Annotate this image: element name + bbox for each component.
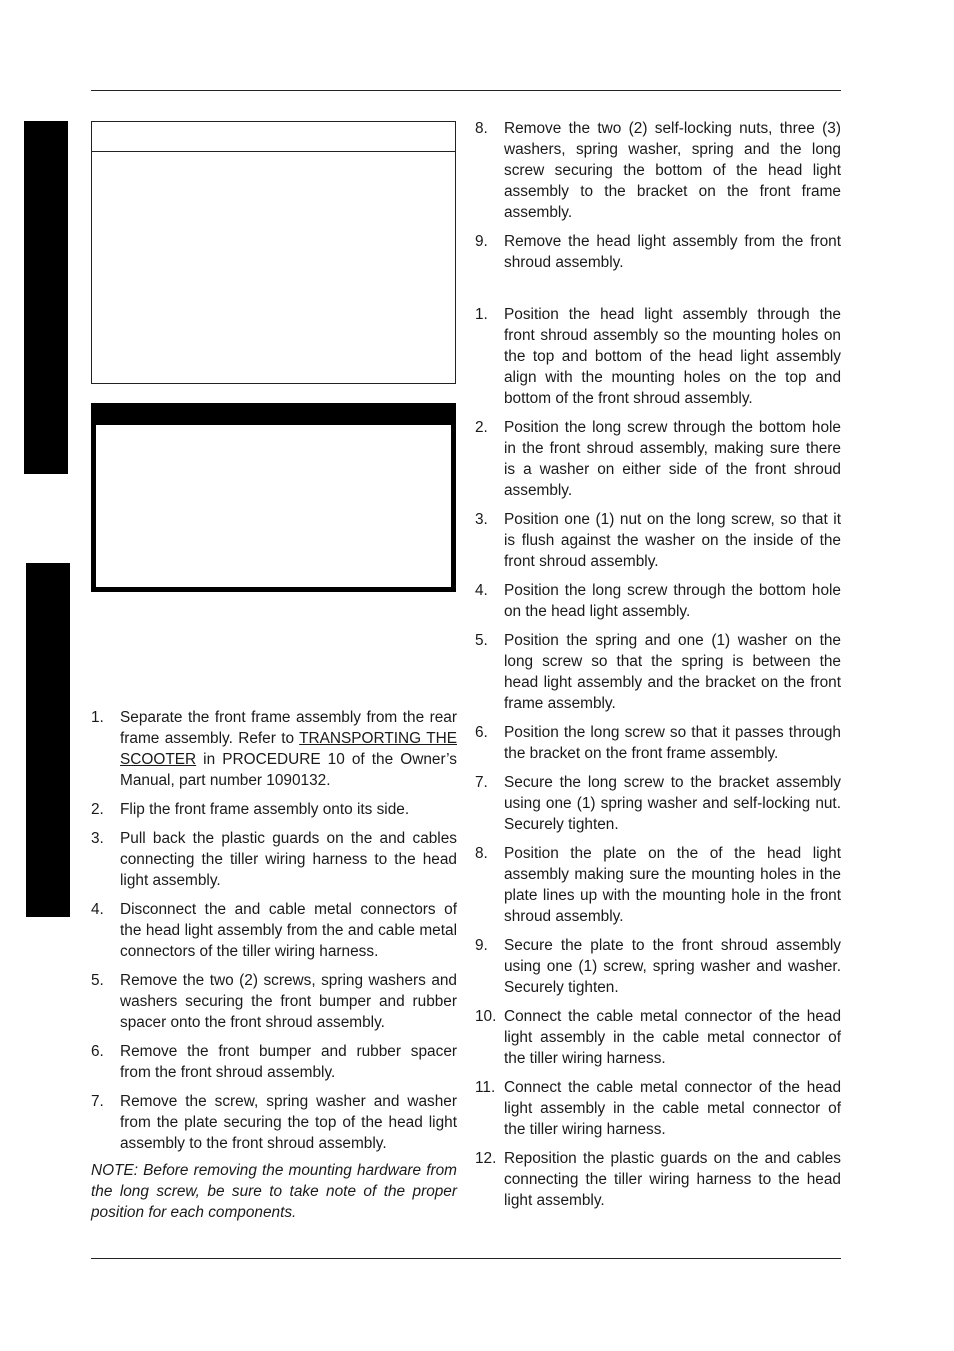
step-number: 1.: [91, 709, 104, 726]
step-text: Flip the front frame assembly onto its side.: [120, 801, 410, 818]
warning-box-body: [96, 425, 451, 587]
step-number: 6.: [91, 1043, 104, 1060]
step-text: Position the long screw through the bottom hole on the head light assembly.: [504, 582, 841, 620]
step-number: 10.: [475, 1008, 497, 1025]
step-text: Position the plate on the of the head light assembly making sure the mounting holes in the plate lines up with the mounting hole in the front shroud assembly.: [504, 845, 841, 925]
step-text: Position the long screw so that it passes through the bracket on the front frame assembly.: [504, 724, 841, 762]
step-number: 9.: [475, 937, 488, 954]
installation-step: [475, 722, 841, 764]
step-text: Remove the front bumper and rubber spacer from the front shroud assembly.: [120, 1043, 457, 1081]
step-number: 2.: [91, 801, 104, 818]
installation-step: [475, 630, 841, 714]
removal-step: [91, 707, 457, 791]
removal-step: [91, 899, 457, 962]
step-text: Disconnect the and cable metal connectors of the head light assembly from the and cable metal connectors of the tiller wiring harness.: [120, 901, 457, 960]
info-box-header: [92, 122, 455, 152]
step-text: in PROCEDURE 10 of the Owner’s Manual, part number 1090132.: [120, 751, 457, 789]
step-number: 3.: [91, 830, 104, 847]
removal-step: [91, 1091, 457, 1154]
step-number: 6.: [475, 724, 488, 741]
removal-steps-continued: [475, 118, 841, 281]
step-text: Connect the cable metal connector of the head light assembly in the cable metal connector of the tiller wiring harness.: [504, 1008, 841, 1067]
note-text: NOTE: Before removing the mounting hardware from the long screw, be sure to take note of the proper position for each components.: [91, 1162, 457, 1221]
step-number: 12.: [475, 1150, 497, 1167]
step-number: 4.: [475, 582, 488, 599]
footer-rule: [91, 1258, 841, 1259]
step-text: Separate the front frame assembly from the rear frame assembly. Refer to: [120, 709, 457, 747]
step-number: 8.: [475, 120, 488, 137]
installation-step: [475, 304, 841, 409]
step-number: 2.: [475, 419, 488, 436]
installation-step: [475, 1077, 841, 1140]
installation-step: [475, 772, 841, 835]
step-text: Secure the plate to the front shroud assembly using one (1) screw, spring washer and washer. Securely tighten.: [504, 937, 841, 996]
step-text: Position the long screw through the bottom hole in the front shroud assembly, making sure there is a washer on either side of the front shroud assembly.: [504, 419, 841, 499]
step-number: 7.: [475, 774, 488, 791]
step-text: Secure the long screw to the bracket assembly using one (1) spring washer and self-locking nut. Securely tighten.: [504, 774, 841, 833]
step-text: Connect the cable metal connector of the head light assembly in the cable metal connector of the tiller wiring harness.: [504, 1079, 841, 1138]
step-text: Position the spring and one (1) washer on the long screw so that the spring is between the head light assembly and the bracket on the front frame assembly.: [504, 632, 841, 712]
removal-step: [475, 231, 841, 273]
step-text: Pull back the plastic guards on the and cables connecting the tiller wiring harness to the head light assembly.: [120, 830, 457, 889]
step-number: 5.: [475, 632, 488, 649]
step-number: 5.: [91, 972, 104, 989]
step-text: Remove the two (2) self-locking nuts, three (3) washers, spring washer, spring and the long screw securing the bottom of the head light assembly to the bracket on the front frame assembly.: [504, 120, 841, 221]
step-text: Remove the head light assembly from the front shroud assembly.: [504, 233, 841, 271]
installation-step: [475, 935, 841, 998]
step-text: Remove the two (2) screws, spring washers and washers securing the front bumper and rubber spacer onto the front shroud assembly.: [120, 972, 457, 1031]
info-box: [91, 121, 456, 384]
step-number: 7.: [91, 1093, 104, 1110]
warning-box: [91, 403, 456, 592]
installation-step: [475, 843, 841, 927]
step-number: 1.: [475, 306, 488, 323]
installation-step: [475, 580, 841, 622]
step-number: 8.: [475, 845, 488, 862]
step-text: Position one (1) nut on the long screw, so that it is flush against the washer on the inside of the front shroud assembly.: [504, 511, 841, 570]
removal-step: [475, 118, 841, 223]
installation-step: [475, 509, 841, 572]
step-number: 4.: [91, 901, 104, 918]
step-number: 9.: [475, 233, 488, 250]
step-number: 3.: [475, 511, 488, 528]
installation-step: [475, 417, 841, 501]
section-tab-upper: [24, 121, 68, 474]
installation-step: [475, 1006, 841, 1069]
installation-steps: [475, 304, 841, 1219]
step-text: Position the head light assembly through the front shroud assembly so the mounting holes on the top and bottom of the head light assembly align with the mounting holes on the top and bottom of the front shroud assembly.: [504, 306, 841, 407]
section-tab-lower: [26, 563, 70, 917]
removal-step: [91, 1041, 457, 1083]
installation-step: [475, 1148, 841, 1211]
step-text: Remove the screw, spring washer and washer from the plate securing the top of the head light assembly to the front shroud assembly.: [120, 1093, 457, 1152]
removal-steps: [91, 707, 457, 1223]
removal-step: [91, 799, 457, 820]
reference-link[interactable]: TRANSPORTING THE SCOOTER: [120, 730, 457, 768]
step-number: 11.: [475, 1079, 496, 1096]
removal-step: [91, 970, 457, 1033]
header-rule: [91, 90, 841, 91]
removal-step: [91, 828, 457, 891]
step-text: Reposition the plastic guards on the and cables connecting the tiller wiring harness to the head light assembly.: [504, 1150, 841, 1209]
